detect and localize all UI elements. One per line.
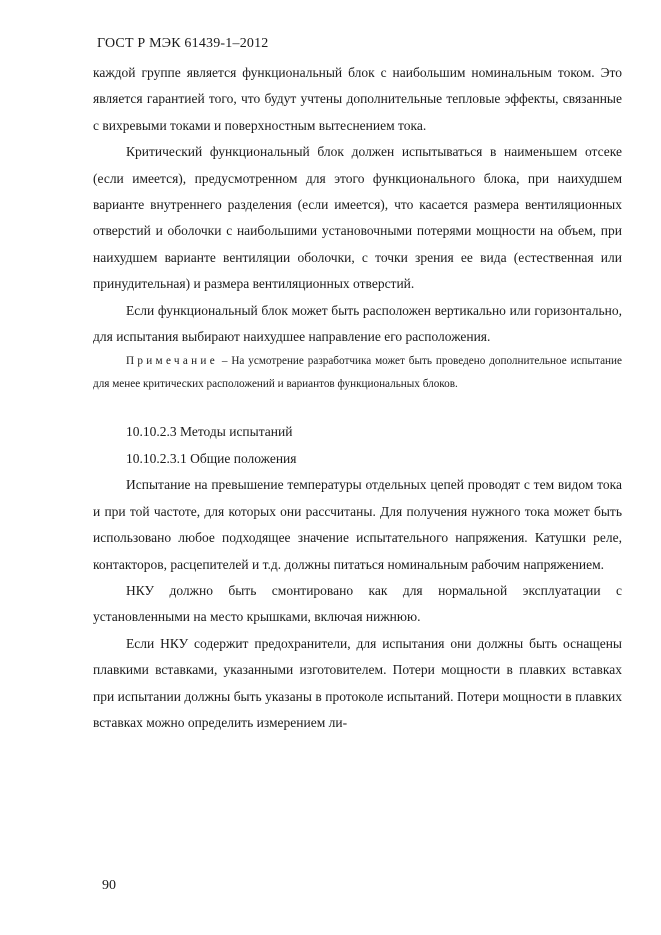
paragraph-orientation: Если функциональный блок может быть расположен вертикально или горизонтально, для испытания выбирают наихудшее направление его расположения.: [93, 302, 622, 345]
paragraph-test-current: Испытание на превышение температуры отдельных цепей проводят с тем видом тока и при той частоте, для которых они рассчитаны. Для получения нужного тока может быть использовано любое подходящее значение испытательного напряжения. Катушки реле, контакторов, расцепителей и т.д. должны питаться номинальным рабочим напряжением.: [93, 477, 622, 572]
paragraph-fuses: Если НКУ содержит предохранители, для испытания они должны быть оснащены плавкими вставками, указанными изготовителем. Потери мощности в плавких вставках при испытании должны быть указаны в протоколе испытаний. Потери мощности в плавких вставках можно определить измерением ли-: [93, 635, 622, 730]
document-header: ГОСТ Р МЭК 61439-1–2012: [97, 36, 269, 51]
note-label: Примечание: [126, 355, 218, 368]
section-heading-general: 10.10.2.3.1 Общие положения: [126, 450, 297, 466]
paragraph-continuation: каждой группе является функциональный блок с наибольшим номинальным током. Это является гарантией того, что будут учтены дополнительные тепловые эффекты, связанные с вихревыми токами и поверхностным вытеснением тока.: [93, 65, 622, 133]
note: [93, 350, 622, 395]
document-body: [93, 60, 622, 736]
spacer: [93, 395, 622, 419]
page-number: 90: [102, 878, 116, 893]
section-heading-methods: 10.10.2.3 Методы испытаний: [126, 424, 293, 440]
paragraph-mounting: НКУ должно быть смонтировано как для нормальной эксплуатации с установленными на место крышками, включая нижнюю.: [93, 582, 622, 625]
paragraph-critical-block: Критический функциональный блок должен испытываться в наименьшем отсеке (если имеется), предусмотренном для этого функционального блока, при наихудшем варианте внутреннего разделения (если имеется), что касается размера вентиляционных отверстий и оболочки с наибольшими установочными потерями мощности на объем, при наихудшем варианте вентиляции оболочки, с точки зрения ее вида (естественная или принудительная) и размера вентиляционных отверстий.: [93, 144, 622, 292]
note-text: – На усмотрение разработчика может быть проведено дополнительное испытание для менее критических расположений и вариантов функциональных блоков.: [93, 355, 622, 390]
